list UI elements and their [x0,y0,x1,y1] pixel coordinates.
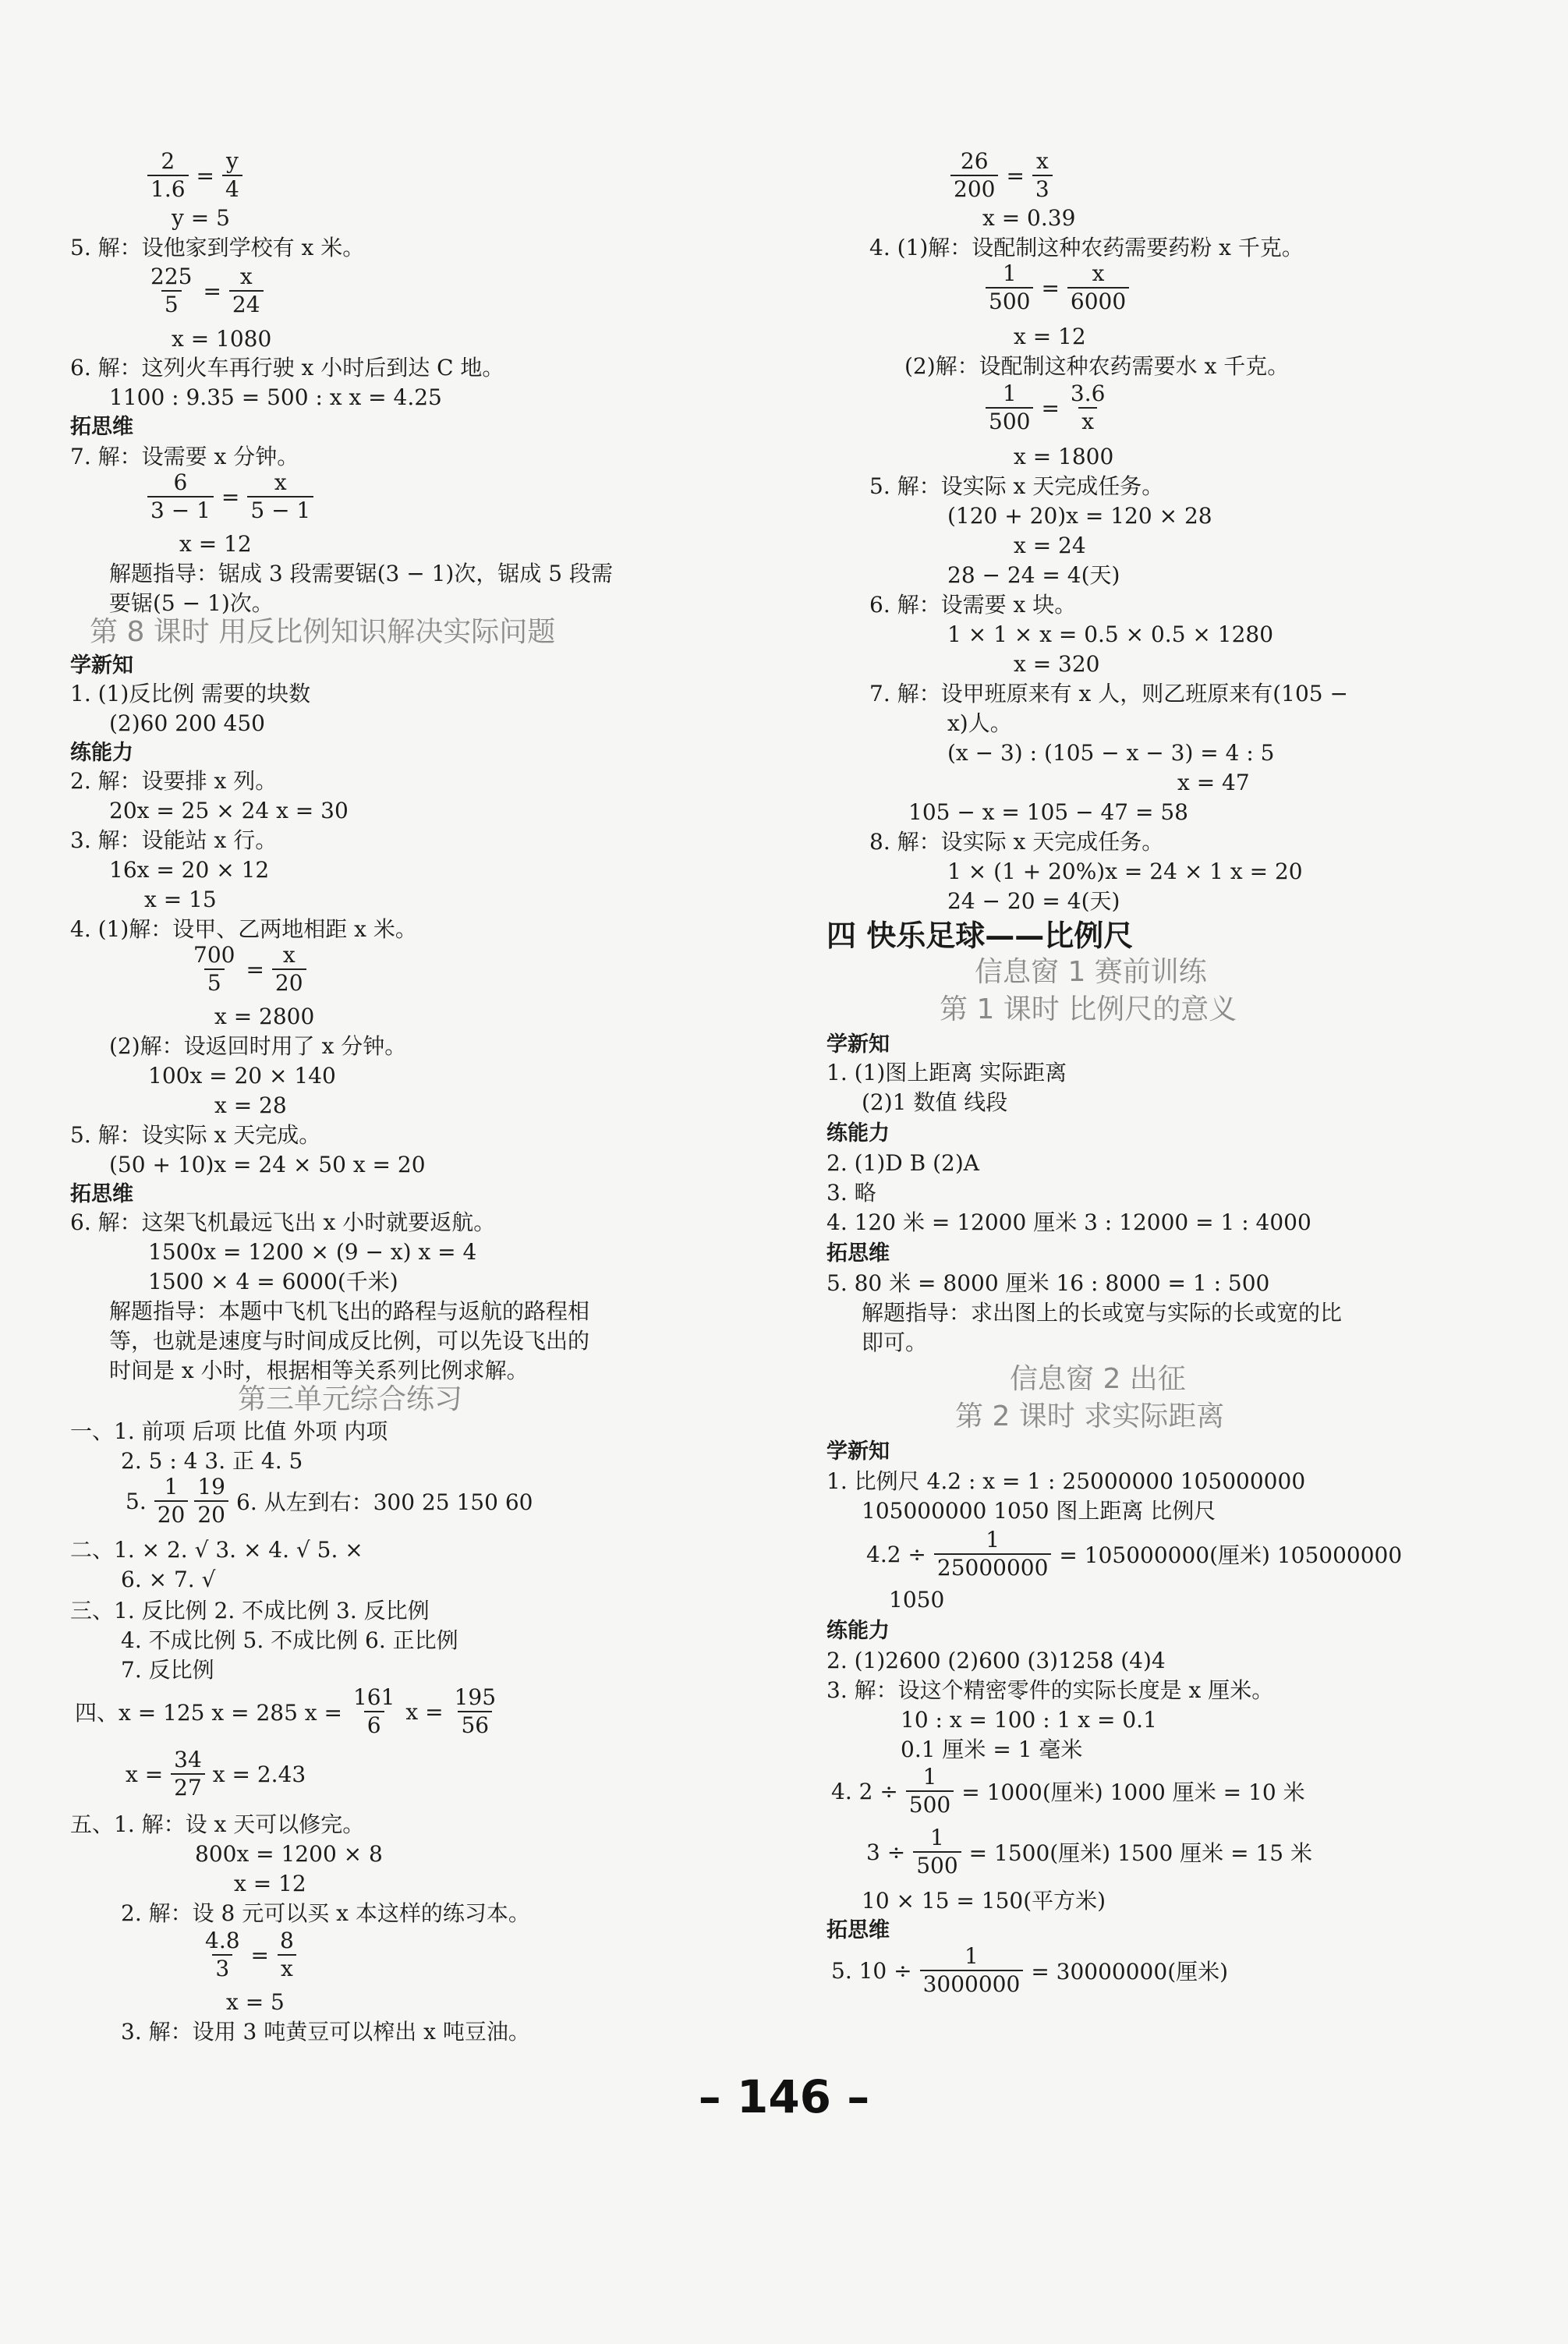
solution-line: 1 × (1 + 20%)x = 24 × 1 x = 20 [947,859,1303,884]
proportion-equation: $\frac{700}{5}$ = $\frac{x}{20}$ [187,942,310,997]
solution-line: x = 5 [226,1989,285,2015]
proportion-equation: $\frac{4.8}{3}$ = $\frac{8}{x}$ [199,1928,300,1982]
solution-line: x = 47 [1177,770,1250,795]
answer-line: 5. 10 ÷ $\frac{1}{3000000}$ = 30000000(厘米) [831,1943,1229,1997]
question-line: 4. (1)解：设甲、乙两地相距 x 米。 [70,916,417,942]
answer-line: 2. (1)2600 (2)600 (3)1258 (4)4 [826,1648,1166,1673]
proportion-equation: $\frac{225}{5}$ = $\frac{x}{24}$ [144,264,267,318]
lesson-title: 第 8 课时 用反比例知识解决实际问题 [90,616,556,648]
answer-line: 二、1. × 2. √ 3. × 4. √ 5. × [70,1537,363,1563]
solution-line: 10 × 15 = 150(平方米) [862,1888,1106,1914]
answer-line: 四、x = 125 x = 285 x = $\frac{161}{6}$ x = $\frac{195}{56}$ [75,1684,497,1738]
solution-line: 105 − x = 105 − 47 = 58 [908,799,1188,825]
proportion-equation: $\frac{1}{500}$ = $\frac{x}{6000}$ [982,260,1132,315]
lesson-title: 第 2 课时 求实际距离 [955,1400,1225,1432]
unit-review-title: 第三单元综合练习 [238,1383,463,1415]
solution-line: 100x = 20 × 140 [148,1063,336,1089]
solution-line: x = 0.39 [982,205,1076,231]
question-line: (2)解：设配制这种农药需要水 x 千克。 [904,353,1290,379]
proportion-equation: $\frac{6}{3 - 1}$ = $\frac{x}{5 - 1}$ [144,469,317,524]
solution-line: 10 : x = 100 : 1 x = 0.1 [901,1707,1157,1733]
answer-line: 1050 [889,1587,945,1613]
answer-line: 7. 反比例 [121,1657,214,1683]
solution-line: 0.1 厘米 = 1 毫米 [901,1737,1083,1762]
solution-line: 1500x = 1200 × (9 − x) x = 4 [148,1239,477,1265]
proportion-equation: $\frac{1}{500}$ = $\frac{3.6}{x}$ [982,381,1111,435]
section-heading: 拓思维 [70,1182,133,1206]
hint-line: 解题指导：本题中飞机飞出的路程与返航的路程相 [109,1298,590,1324]
answer-line: 1. (1)图上距离 实际距离 [826,1060,1067,1085]
hint-line: 等，也就是速度与时间成反比例，可以先设飞出的 [109,1328,590,1354]
answer-line: 3 ÷ $\frac{1}{500}$ = 1500(厘米) 1500 厘米 = 15 米 [866,1825,1312,1878]
question-line: 2. 解：设要排 x 列。 [70,768,278,794]
section-heading: 练能力 [70,741,133,765]
answer-line: x = $\frac{34}{27}$ x = 2.43 [126,1747,306,1800]
solution-line: x = 12 [179,531,252,557]
question-line: 3. 解：设用 3 吨黄豆可以榨出 x 吨豆油。 [121,2019,530,2045]
solution-line: x = 320 [1014,651,1100,677]
answer-line: 5. $\frac{1}{20}$ $\frac{19}{20}$ 6. 从左到右：300 25 150 60 [126,1474,533,1528]
question-line: 1. (1)反比例 需要的块数 [70,681,311,706]
section-heading: 练能力 [826,1121,890,1145]
answer-line: 三、1. 反比例 2. 不成比例 3. 反比例 [70,1598,430,1623]
solution-line: x = 24 [1014,533,1086,558]
hint-line: 即可。 [862,1330,928,1355]
answer-line: 4. 不成比例 5. 不成比例 6. 正比例 [121,1627,458,1653]
info-window-title: 信息窗 2 出征 [1010,1363,1186,1395]
question-line: 6. 解：这架飞机最远飞出 x 小时就要返航。 [70,1209,496,1235]
proportion-equation: $\frac{26}{200}$ = $\frac{x}{3}$ [947,148,1056,203]
solution-line: x = 1800 [1014,444,1114,469]
section-heading: 拓思维 [826,1241,890,1266]
answer-line: 3. 略 [826,1180,876,1206]
section-heading: 学新知 [826,1439,890,1464]
answer-line: (2)1 数值 线段 [862,1089,1008,1115]
answer-line: 2. (1)D B (2)A [826,1150,979,1176]
question-line: 5. 解：设他家到学校有 x 米。 [70,235,365,260]
answer-line: 4. 2 ÷ $\frac{1}{500}$ = 1000(厘米) 1000 厘米 = 10 米 [831,1764,1305,1818]
solution-line: x = 15 [144,887,217,912]
info-window-title: 信息窗 1 赛前训练 [975,956,1207,988]
answer-line: 5. 80 米 = 8000 厘米 16 : 8000 = 1 : 500 [826,1270,1270,1296]
hint-line: 解题指导：求出图上的长或宽与实际的长或宽的比 [862,1300,1343,1326]
solution-line: x = 2800 [214,1004,315,1029]
question-line: 8. 解：设实际 x 天完成任务。 [869,829,1164,855]
question-line: 2. 解：设 8 元可以买 x 本这样的练习本。 [121,1900,530,1926]
hint-line: 时间是 x 小时，根据相等关系列比例求解。 [109,1358,529,1383]
question-line: 3. 解：设这个精密零件的实际长度是 x 厘米。 [826,1677,1274,1703]
solution-line: (50 + 10)x = 24 × 50 x = 20 [109,1152,426,1177]
solution-line: 16x = 20 × 12 [109,857,270,883]
solution-line: 1500 × 4 = 6000(千米) [148,1269,398,1294]
question-line: x)人。 [947,710,1012,736]
question-line: 五、1. 解：设 x 天可以修完。 [70,1811,365,1837]
question-line: 5. 解：设实际 x 天完成。 [70,1122,321,1148]
section-heading: 拓思维 [826,1918,890,1942]
answer-line: 6. × 7. √ [121,1567,216,1592]
solution-line: (120 + 20)x = 120 × 28 [947,503,1212,529]
section-heading: 学新知 [826,1032,890,1057]
question-line: 4. (1)解：设配制这种农药需要药粉 x 千克。 [869,235,1304,260]
page-number: – 146 – [698,2070,870,2123]
question-line: 7. 解：设甲班原来有 x 人，则乙班原来有(105 − [869,681,1348,706]
solution-line: 800x = 1200 × 8 [195,1841,383,1867]
answer-line: (2)60 200 450 [109,710,265,736]
solution-line: 28 − 24 = 4(天) [947,562,1120,588]
proportion-equation: $\frac{2}{1.6}$ = $\frac{y}{4}$ [144,148,246,203]
question-line: 7. 解：设需要 x 分钟。 [70,444,299,469]
solution-line: 24 − 20 = 4(天) [947,888,1120,914]
hint-line: 解题指导：锯成 3 段需要锯(3 − 1)次，锯成 5 段需 [109,561,613,586]
solution-line: y = 5 [172,205,230,231]
question-line: 6. 解：设需要 x 块。 [869,592,1077,618]
solution-line: (x − 3) : (105 − x − 3) = 4 : 5 [947,740,1275,766]
hint-line: 要锯(5 − 1)次。 [109,590,274,616]
question-line: (2)解：设返回时用了 x 分钟。 [109,1033,407,1059]
solution-line: 1 × 1 × x = 0.5 × 0.5 × 1280 [947,621,1274,647]
section-heading: 拓思维 [70,415,133,439]
answer-line: 2. 5 : 4 3. 正 4. 5 [121,1448,303,1474]
question-line: 6. 解：这列火车再行驶 x 小时后到达 C 地。 [70,355,504,381]
answer-line: 105000000 1050 图上距离 比例尺 [862,1498,1216,1524]
section-heading: 学新知 [70,653,133,678]
lesson-title: 第 1 课时 比例尺的意义 [940,993,1237,1025]
answer-line: 1. 比例尺 4.2 : x = 1 : 25000000 105000000 [826,1468,1306,1494]
unit-title: 四 快乐足球——比例尺 [826,919,1134,953]
solution-line: x = 12 [234,1871,306,1896]
section-heading: 练能力 [826,1619,890,1643]
solution-line: x = 1080 [172,326,272,352]
answer-line: 4. 120 米 = 12000 厘米 3 : 12000 = 1 : 4000 [826,1209,1311,1235]
solution-line: 1100 : 9.35 = 500 : x x = 4.25 [109,384,442,410]
answer-line: 一、1. 前项 后项 比值 外项 内项 [70,1418,388,1444]
solution-line: x = 28 [214,1092,287,1118]
solution-line: 20x = 25 × 24 x = 30 [109,798,349,823]
solution-line: x = 12 [1014,324,1086,349]
answer-line: 4.2 ÷ $\frac{1}{25000000}$ = 105000000(厘米) 105000000 [866,1527,1403,1581]
question-line: 3. 解：设能站 x 行。 [70,827,278,853]
question-line: 5. 解：设实际 x 天完成任务。 [869,473,1164,499]
